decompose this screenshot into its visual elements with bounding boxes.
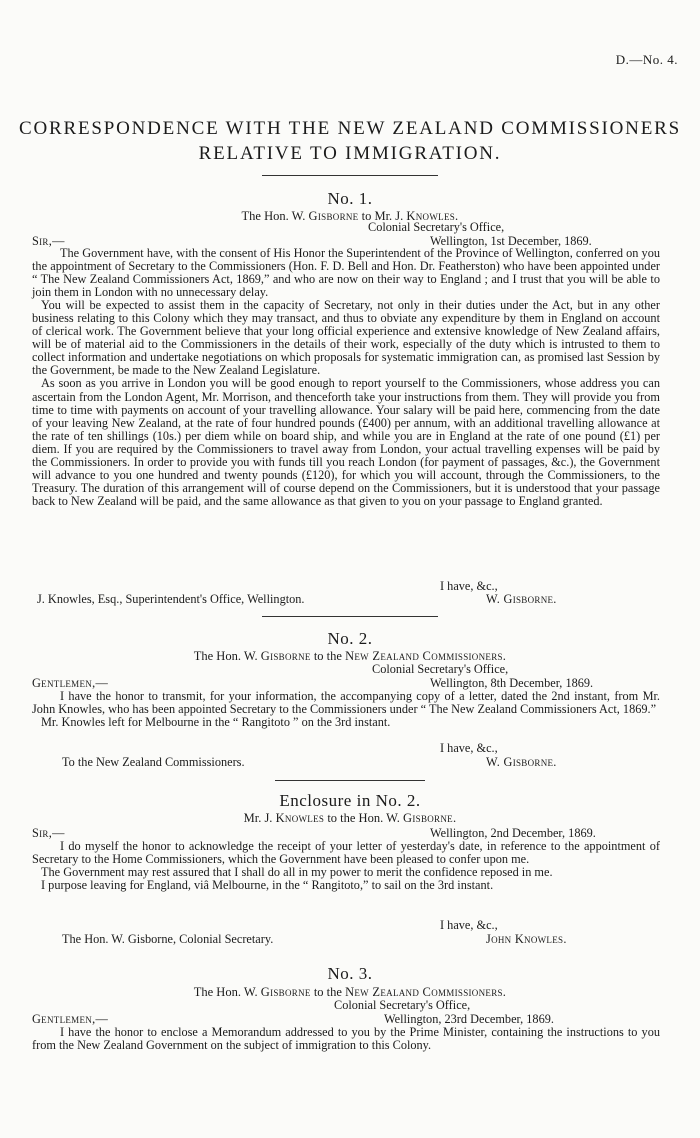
letter-2-body: [32, 690, 660, 729]
divider-2: [275, 780, 425, 781]
letter-2-paragraph-1: I have the honor to transmit, for your information, the accompanying copy of a letter, dated the 2nd instant, from Mr. John Knowles, who has been appointed Secretary to the Commissioners under “ The New Zealand Commissioners Act, 1869.”: [32, 689, 660, 717]
letter-2-sender: Gisborne: [260, 649, 311, 663]
letter-3-sender: Gisborne: [260, 985, 311, 999]
letter-1-recipient-name: Knowles.: [406, 209, 459, 223]
letter-1-body: [32, 247, 660, 508]
letter-3-date: Wellington, 23rd December, 1869.: [384, 1012, 554, 1026]
enclosure-paragraph-3: I purpose leaving for England, viâ Melbourne, in the “ Rangitoto,” to sail on the 3rd instant.: [41, 878, 494, 893]
enclosure-body: [32, 840, 660, 892]
letter-3-header-mid: to the: [310, 985, 346, 999]
letter-2-signature: W. Gisborne.: [486, 755, 557, 769]
letter-2-paragraph-2: Mr. Knowles left for Melbourne in the “ Rangitoto ” on the 3rd instant.: [41, 715, 391, 730]
letter-3-salutation: Gentlemen,—: [32, 1012, 109, 1026]
enclosure-addressee: The Hon. W. Gisborne, Colonial Secretary.: [62, 932, 274, 946]
enclosure-date: Wellington, 2nd December, 1869.: [430, 826, 596, 840]
letter-1-paragraph-3: As soon as you arrive in London you will be good enough to report yourself to the Commissioners, whose address you can ascertain from the London Agent, Mr. Morrison, and thenceforth take your instructions from them. They will provide you from time to time with payments on account of your travelling allowance. Your salary will be paid here, commencing from the date of your leaving New Zealand, at the rate of four hundred pounds (£400) per annum, with an additional travelling allowance at the rate of ten shillings (10s.) per diem while on board ship, and while you are in England at the rate of one pound (£1) per diem. If you are required by the Commissioners to travel away from London, your actual travelling expenses will be paid by the Commissioners. In order to provide you with funds till you reach London (for payment of passages, &c.), the Government will advance to you one hundred and twenty pounds (£120), for which you will account, through the Commissioners, to the Treasury. The duration of this arrangement will of course depend on the Commissioners, but it is understood that your passage back to New Zealand will be paid, and the same allowance as that given to you on your passage to England granted.: [32, 376, 660, 508]
letter-1-closing: I have, &c.,: [440, 579, 498, 593]
letter-1-sender: Gisborne: [308, 209, 359, 223]
letter-1-paragraph-1: The Government have, with the consent of His Honor the Superintendent of the Province of Wellington, conferred on you the appointment of Secretary to the Commissioners (Hon. F. D. Bell and Hon. Dr. Featherston) who have been appointed under “ The New Zealand Commissioners Act, 1869,” and who are now on their way to England ; and I trust that you will be able to join them in London with no unnecessary delay.: [32, 246, 660, 300]
letter-2-header-mid: to the: [310, 649, 346, 663]
letter-1-salutation: Sir,—: [32, 234, 65, 248]
letter-2-date: Wellington, 8th December, 1869.: [430, 676, 594, 690]
letter-3-body: [32, 1026, 660, 1052]
letter-1-addressee: J. Knowles, Esq., Superintendent's Office, Wellington.: [37, 592, 305, 606]
letter-1-date: Wellington, 1st December, 1869.: [430, 234, 592, 248]
enclosure-header: [0, 811, 700, 826]
document-subtitle: RELATIVE TO IMMIGRATION.: [198, 143, 502, 164]
page-reference: D.—No. 4.: [615, 52, 678, 67]
enclosure-signature: John Knowles.: [486, 932, 567, 946]
letter-2-addressee: To the New Zealand Commissioners.: [62, 755, 245, 769]
letter-2-salutation: Gentlemen,—: [32, 676, 109, 690]
letter-2-header: [0, 649, 700, 664]
letter-1-header-pre: The Hon. W.: [241, 209, 309, 223]
letter-1-header-mid: to Mr. J.: [358, 209, 407, 223]
enclosure-paragraph-1: I do myself the honor to acknowledge the receipt of your letter of yesterday's date, in reference to the appointment of Secretary to the Home Commissioners, which the Government have been pleased to confer upon me.: [32, 839, 660, 867]
document-title: CORRESPONDENCE WITH THE NEW ZEALAND COMMISSIONERS: [19, 118, 681, 139]
letter-2-closing: I have, &c.,: [440, 741, 498, 755]
letter-2-header-pre: The Hon. W.: [193, 649, 261, 663]
letter-1-paragraph-2: You will be expected to assist them in the capacity of Secretary, not only in their duties under the Act, but in any other business relating to this Colony which they may transact, and thus to obviate any expenditure by them in England on account of clerical work. The Government believe that your long official experience and extensive knowledge of New Zealand affairs, will be of material aid to the Commissioners in the details of their work, especially of the duty which is intrusted to them to collect information and undertake negotiations on which proposals for systematic immigration can, as promised last Session by the Government, be made to the New Zealand Legislature.: [32, 298, 660, 378]
letter-3-header-pre: The Hon. W.: [193, 985, 261, 999]
enclosure-heading: Enclosure in No. 2.: [279, 791, 421, 810]
enclosure-recipient-name: Gisborne.: [403, 811, 457, 825]
enclosure-salutation: Sir,—: [32, 826, 65, 840]
letter-3-paragraph-1: I have the honor to enclose a Memorandum addressed to you by the Prime Minister, containing the instructions to you from the New Zealand Government on the subject of immigration to this Colony.: [32, 1025, 660, 1053]
letter-1-signature: W. Gisborne.: [486, 592, 557, 606]
letter-3-office: Colonial Secretary's Office,: [334, 998, 471, 1012]
title-divider: [262, 175, 438, 176]
enclosure-header-mid: to the Hon. W.: [324, 811, 404, 825]
letter-3-number: No. 3.: [327, 964, 373, 983]
letter-2-office: Colonial Secretary's Office,: [372, 662, 509, 676]
divider-1: [262, 616, 438, 617]
enclosure-header-pre: Mr. J.: [243, 811, 276, 825]
enclosure-paragraph-2: The Government may rest assured that I shall do all in my power to merit the confidence reposed in me.: [41, 865, 553, 880]
letter-2-recipient-name: New Zealand Commissioners.: [345, 649, 507, 663]
letter-1-office: Colonial Secretary's Office,: [368, 220, 505, 234]
letter-2-number: No. 2.: [327, 629, 373, 648]
enclosure-closing: I have, &c.,: [440, 918, 498, 932]
enclosure-sender: Knowles: [275, 811, 325, 825]
letter-3-recipient-name: New Zealand Commissioners.: [345, 985, 507, 999]
letter-1-header: [0, 209, 700, 224]
letter-1-number: No. 1.: [327, 189, 373, 208]
